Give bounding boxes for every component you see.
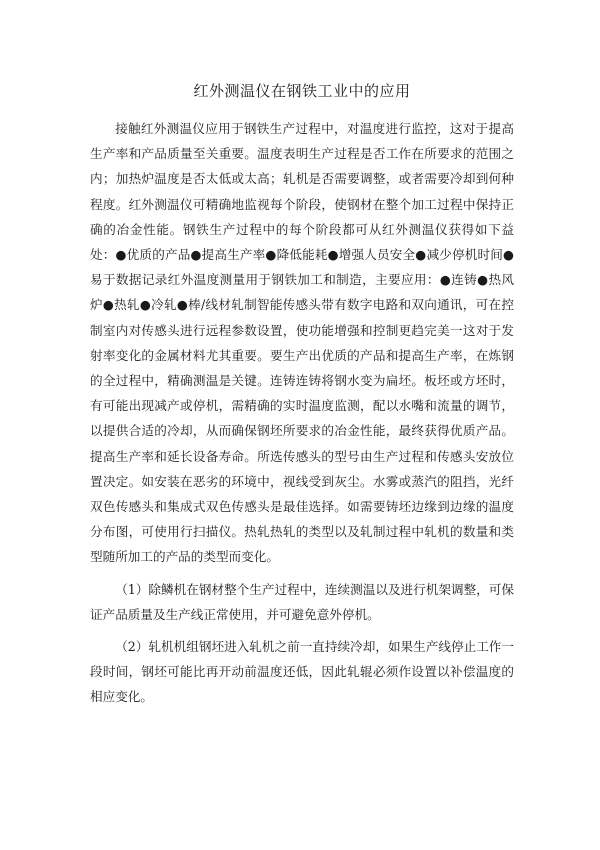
body-paragraph-rolling-mill: （2）轧机机组钢坯进入轧机之前一直持续冷却，如果生产线停止工作一段时间，钢坯可能比再开动前温度还低，因此轧辊必须作设置以补偿温度的相应变化。 (90, 639, 514, 705)
document-page (90, 80, 514, 717)
body-paragraph-main: 接触红外测温仪应用于钢铁生产过程中，对温度进行监控，这对于提高生产率和产品质量至关重要。温度表明生产过程是否工作在所要求的范围之内；加热炉温度是否太低或太高；轧机是否需要调整，或者需要冷却到何种程度。红外测温仪可精确地监视每个阶段，使钢材在整个加工过程中保持正确的冶金性能。钢铁生产过程中的每个阶段都可从红外测温仪获得如下益处：●优质的产品●提高生产率●降低能耗●增强人员安全●减少停机时间●易于数据记录红外温度测量用于钢铁加工和制造，主要应用：●连铸●热风炉●热轧●冷轧●棒/线材轧制智能传感头带有数字电路和双向通讯，可在控制室内对传感头进行远程参数设置，使功能增强和控制更趋完美一这对于发射率变化的金属材料尤其重要。要生产出优质的产品和提高生产率，在炼钢的全过程中，精确测温是关键。连铸连铸将钢水变为扁坯。板坯或方坯时，有可能出现减产或停机，需精确的实时温度监测，配以水嘴和流量的调节，以提供合适的冷却，从而确保钢坯所要求的冶金性能，最终获得优质产品。提高生产率和延长设备寿命。所选传感头的型号由生产过程和传感头安放位置决定。如安装在恶劣的环境中，视线受到灰尘。水雾或蒸汽的阻挡，光纤双色传感头和集成式双色传感头是最佳选择。如需要铸坯边缘到边缘的温度分布图，可使用行扫描仪。热轧热轧的类型以及轧制过程中轧机的数量和类型随所加工的产品的类型而变化。 (90, 121, 514, 565)
body-paragraph-descaler: （1）除鳞机在钢材整个生产过程中，连续测温以及进行机架调整，可保证产品质量及生产线正常使用，并可避免意外停机。 (90, 581, 514, 622)
document-title: 红外测温仪在钢铁工业中的应用 (193, 82, 411, 100)
